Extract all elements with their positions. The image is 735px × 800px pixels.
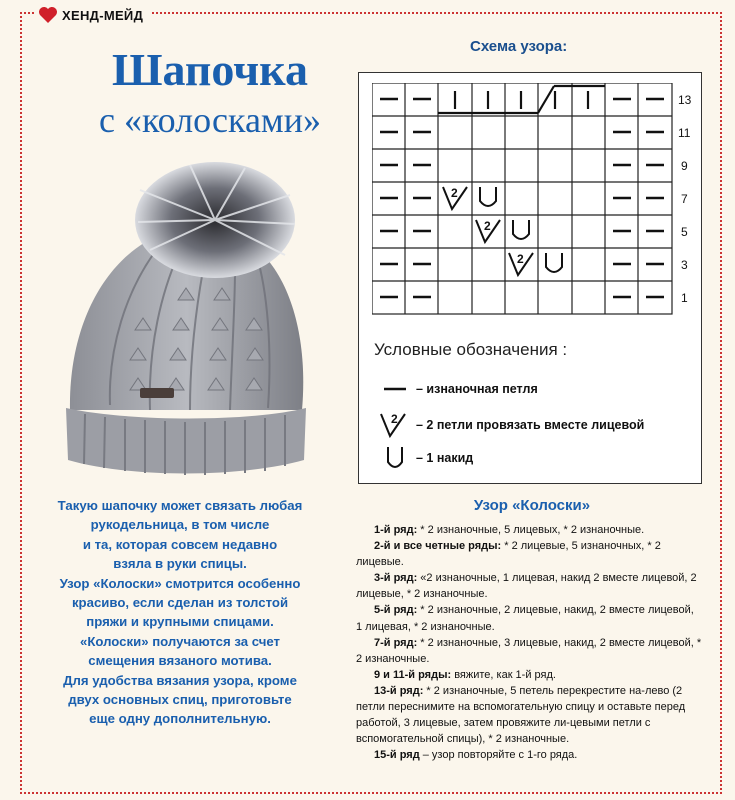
intro-line: Такую шапочку может связать любая xyxy=(57,498,303,513)
row-text: * 2 изнаночные, 5 лицевых, * 2 изнаночные. xyxy=(417,524,645,536)
legend-item-k2tog xyxy=(374,408,644,442)
purl-dash-icon xyxy=(382,383,408,395)
row-label: 1-й ряд: xyxy=(374,524,418,536)
row-label: 13-й ряд: xyxy=(374,684,424,697)
pattern-row xyxy=(356,683,702,747)
pattern-row xyxy=(356,570,702,602)
intro-line: еще одну дополнительную. xyxy=(89,711,271,727)
knitting-chart xyxy=(372,83,697,318)
legend-text-k2tog: – 2 петли провязать вместе лицевой xyxy=(416,418,645,432)
k2tog-icon xyxy=(378,408,412,442)
pattern-row xyxy=(356,522,702,538)
svg-text:2: 2 xyxy=(451,186,458,200)
svg-text:2: 2 xyxy=(391,412,398,426)
svg-text:2: 2 xyxy=(517,252,524,266)
row-label: 15-й ряд xyxy=(374,749,420,762)
scheme-title: Схема узора: xyxy=(470,38,568,55)
pattern-row xyxy=(356,667,702,683)
row-number-1: 1 xyxy=(681,291,688,305)
svg-text:2: 2 xyxy=(484,219,491,233)
row-text: вяжите, как 1-й ряд. xyxy=(451,668,556,681)
knitted-hat-image xyxy=(40,160,340,490)
pattern-row xyxy=(356,747,702,763)
brand-label: ХЕНД-МЕЙД xyxy=(62,7,144,23)
intro-line: красиво, если сделан из толстой xyxy=(71,595,289,611)
intro-line: Для удобства вязания узора, кроме xyxy=(63,672,297,688)
pattern-row xyxy=(356,538,702,570)
pattern-title: Узор «Колоски» xyxy=(473,497,591,514)
intro-line: пряжи и крупными спицами. xyxy=(86,614,274,630)
row-number-9: 9 xyxy=(681,159,688,173)
intro-line: Узор «Колоски» смотрится особенно xyxy=(59,575,301,591)
row-text: * 2 изнаночные, 5 петель перекрестите на-лево (2 петли переснимите на вспомогательную спицу и оставьте перед работой, 3 лицевые, затем провяжите ли-цевыми петли с вспомогательной спицы), * 2 изнаночные. xyxy=(356,684,686,746)
intro-line: двух основных спиц, приготовьте xyxy=(68,692,292,708)
intro-line: и та, которая совсем недавно xyxy=(82,536,278,552)
row-label: 9 и 11-й ряды: xyxy=(374,668,452,681)
pattern-row xyxy=(356,602,702,634)
pattern-row xyxy=(356,635,702,667)
legend-text-purl: – изнаночная петля xyxy=(416,382,538,396)
legend-title: Условные обозначения : xyxy=(374,340,568,359)
intro-line: рукодельница, в том числе xyxy=(90,517,270,533)
yarn-over-icon xyxy=(383,444,407,472)
legend-item-purl xyxy=(374,382,538,396)
row-label: 2-й и все четные ряды: xyxy=(374,540,502,553)
row-text: * 2 лицевые, 5 изнаночных, * 2 лицевые. xyxy=(356,540,661,569)
row-text: * 2 изнаночные, 3 лицевые, накид, 2 вместе лицевой, * 2 изнаночные. xyxy=(356,636,702,665)
row-text: – узор повторяйте с 1-го ряда. xyxy=(419,749,578,762)
row-number-7: 7 xyxy=(681,192,688,206)
row-number-5: 5 xyxy=(681,225,688,239)
row-number-13: 13 xyxy=(678,93,692,107)
intro-text xyxy=(30,496,330,729)
brand-badge xyxy=(34,4,151,26)
intro-line: «Колоски» получаются за счет xyxy=(79,633,280,649)
row-number-11: 11 xyxy=(678,126,691,140)
row-text: «2 изнаночные, 1 лицевая, накид 2 вместе лицевой, 2 лицевые, * 2 изнаночные. xyxy=(356,572,697,601)
row-number-3: 3 xyxy=(681,258,688,272)
intro-line: смещения вязаного мотива. xyxy=(88,653,272,669)
pattern-rows xyxy=(356,522,702,763)
row-label: 7-й ряд: xyxy=(374,636,418,649)
row-text: * 2 изнаночные, 2 лицевые, накид, 2 вместе лицевой, 1 лицевая, * 2 изнаночные. xyxy=(356,604,694,633)
legend-item-yarn-over xyxy=(374,444,473,472)
page-title: Шапочка xyxy=(112,44,308,95)
row-label: 5-й ряд: xyxy=(374,604,418,617)
heart-icon xyxy=(38,6,58,24)
page-subtitle: с «колосками» xyxy=(99,100,321,140)
intro-line: взяла в руки спицы. xyxy=(113,556,247,572)
row-label: 3-й ряд: xyxy=(374,572,418,585)
legend-text-yarn-over: – 1 накид xyxy=(416,451,474,465)
